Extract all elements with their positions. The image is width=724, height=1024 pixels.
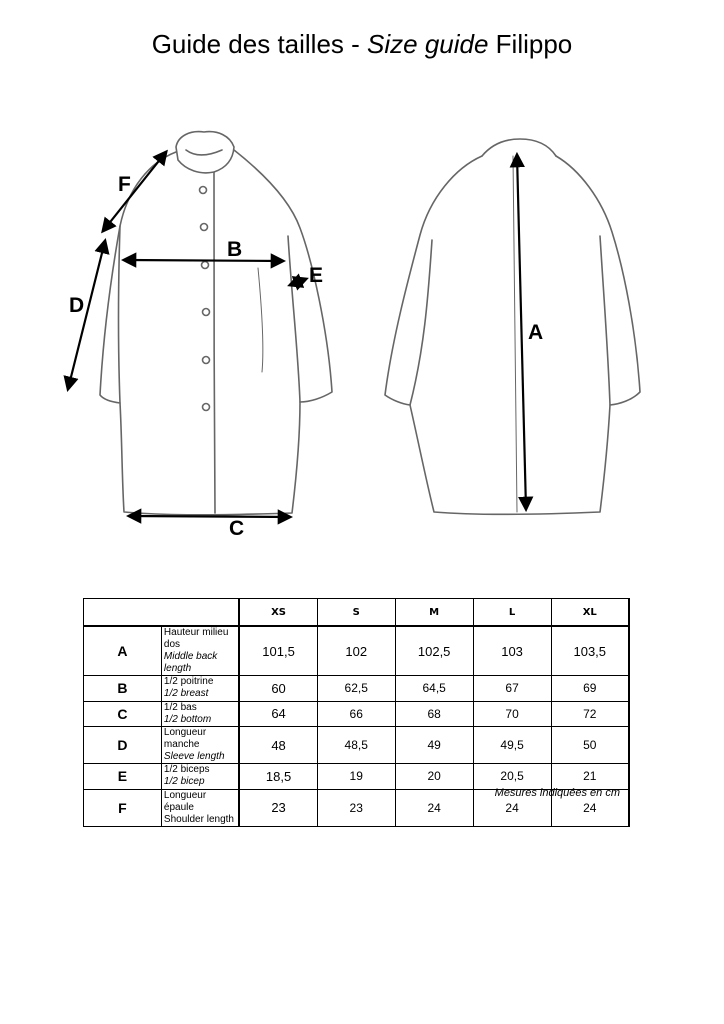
front-body-outline <box>100 150 332 515</box>
front-pocket-line <box>258 268 263 372</box>
value-cell: 48,5 <box>317 727 395 764</box>
coat-back-view <box>385 139 640 514</box>
back-center-seam <box>513 156 517 512</box>
arrow-b <box>124 260 283 261</box>
size-header-s: S <box>317 599 395 627</box>
value-cell: 60 <box>239 676 317 702</box>
value-cell: 50 <box>551 727 629 764</box>
header-empty-cell <box>84 599 240 627</box>
arrow-a <box>517 155 526 509</box>
back-sleeve-seam-right <box>600 236 610 405</box>
button <box>203 309 210 316</box>
row-label-en: 1/2 breast <box>163 688 209 700</box>
row-letter: D <box>84 727 162 764</box>
value-cell: 64,5 <box>395 676 473 702</box>
value-cell: 23 <box>239 789 317 826</box>
value-cell: 24 <box>551 789 629 826</box>
row-label-en: Sleeve length <box>163 751 225 762</box>
value-cell: 48 <box>239 727 317 764</box>
value-cell: 49 <box>395 727 473 764</box>
value-cell: 102,5 <box>395 626 473 676</box>
back-collar <box>482 139 556 156</box>
front-placket <box>214 172 215 513</box>
size-header-m: M <box>395 599 473 627</box>
measurement-unit-note: Mesures indiquées en cm <box>494 787 620 799</box>
value-cell: 72 <box>551 701 629 727</box>
label-d: D <box>69 294 85 317</box>
row-label-en: 1/2 bicep <box>163 776 205 788</box>
table-row <box>84 764 630 790</box>
row-letter: A <box>84 626 162 676</box>
title-italic: Size guide <box>367 29 489 59</box>
arrow-e <box>290 279 306 285</box>
size-header-row <box>84 599 630 627</box>
label-f: F <box>118 173 131 196</box>
value-cell: 62,5 <box>317 676 395 702</box>
value-cell: 21 <box>551 764 629 790</box>
table-row <box>84 727 630 764</box>
row-letter: B <box>84 676 162 702</box>
size-header-l: L <box>473 599 551 627</box>
value-cell: 70 <box>473 701 551 727</box>
value-cell: 103,5 <box>551 626 629 676</box>
table-row <box>84 676 630 702</box>
row-letter: C <box>84 701 162 727</box>
label-b: B <box>227 238 243 261</box>
value-cell: 24 <box>395 789 473 826</box>
front-sleeve-seam-right <box>288 236 300 402</box>
label-e: E <box>309 264 324 287</box>
button <box>201 224 208 231</box>
value-cell: 68 <box>395 701 473 727</box>
button <box>200 187 207 194</box>
row-letter: E <box>84 764 162 790</box>
back-sleeve-seam-left <box>410 240 432 405</box>
button <box>203 357 210 364</box>
row-description <box>161 676 239 702</box>
value-cell: 20 <box>395 764 473 790</box>
label-a: A <box>528 321 544 344</box>
coat-front-view <box>100 132 332 515</box>
row-description <box>161 626 239 676</box>
arrow-f <box>103 152 166 231</box>
row-label-fr: Longueur manche <box>163 727 207 750</box>
value-cell: 18,5 <box>239 764 317 790</box>
table-row <box>84 701 630 727</box>
row-description <box>161 789 239 826</box>
size-header-xl: XL <box>551 599 629 627</box>
arrow-c <box>129 516 290 517</box>
row-description <box>161 701 239 727</box>
row-label-fr: 1/2 bas <box>163 701 197 713</box>
row-label-fr: Longueur épaule <box>163 789 207 813</box>
value-cell: 24 <box>473 789 551 826</box>
row-label-fr: 1/2 poitrine <box>163 676 214 688</box>
front-collar-inner <box>186 150 222 155</box>
row-description <box>161 727 239 764</box>
front-sleeve-seam-left <box>119 226 121 403</box>
value-cell: 23 <box>317 789 395 826</box>
value-cell: 67 <box>473 676 551 702</box>
value-cell: 49,5 <box>473 727 551 764</box>
front-collar <box>176 132 234 173</box>
button <box>202 262 209 269</box>
label-c: C <box>229 517 245 540</box>
value-cell: 103 <box>473 626 551 676</box>
row-label-fr: Hauteur milieu dos <box>163 627 229 650</box>
value-cell: 66 <box>317 701 395 727</box>
value-cell: 19 <box>317 764 395 790</box>
row-label-en: Shoulder length <box>163 813 234 825</box>
size-header-xs: XS <box>239 599 317 627</box>
row-description <box>161 764 239 790</box>
table-row <box>84 626 630 676</box>
value-cell: 101,5 <box>239 626 317 676</box>
button <box>203 404 210 411</box>
row-label-en: 1/2 bottom <box>163 713 212 725</box>
row-label-en: Middle back length <box>163 651 218 674</box>
value-cell: 69 <box>551 676 629 702</box>
row-letter: F <box>84 789 162 826</box>
value-cell: 20,5 <box>473 764 551 790</box>
value-cell: 102 <box>317 626 395 676</box>
title-prefix: Guide des tailles - <box>151 29 368 59</box>
value-cell: 64 <box>239 701 317 727</box>
row-label-fr: 1/2 biceps <box>163 764 210 776</box>
title-suffix: Filippo <box>488 29 573 59</box>
